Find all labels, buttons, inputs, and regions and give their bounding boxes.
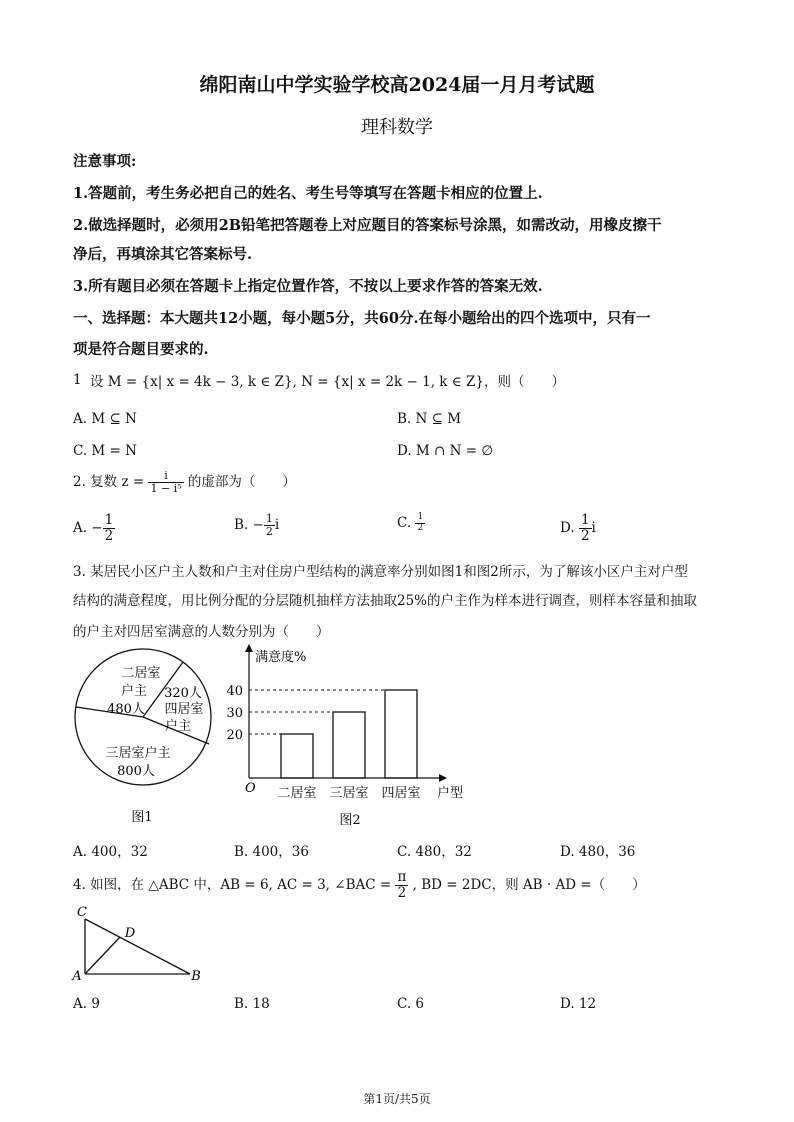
q1-stem: 设 M = {x| x = 4k − 3, k ∈ Z}, N = {x| x = 2k − 1, k ∈ Z}，则（ ） bbox=[90, 374, 566, 390]
segment-ad bbox=[85, 937, 120, 974]
q2-fraction-num: i bbox=[148, 470, 183, 483]
q2-option-d-frac bbox=[579, 513, 592, 544]
q2-option-b bbox=[234, 513, 279, 538]
q1-option-c: C. M = N bbox=[73, 443, 137, 459]
q3-option-b: B. 400，36 bbox=[234, 844, 309, 860]
q3-stem-line3: 的户主对四居室满意的人数分别为（ ） bbox=[73, 624, 330, 640]
q4-fraction-den: 2 bbox=[397, 884, 407, 901]
q4-fraction-num: π bbox=[397, 869, 407, 885]
q2-option-b-den: 2 bbox=[265, 525, 273, 539]
x-tick-label: 二居室 bbox=[277, 786, 317, 801]
vertex-a-label: A bbox=[72, 969, 82, 984]
q4-text-a: 4. 如图，在 △ABC 中，AB = 6, AC = 3, ∠BAC = bbox=[73, 876, 392, 893]
q2-option-d bbox=[560, 513, 596, 544]
y-tick-label: 40 bbox=[226, 684, 243, 699]
q2-option-b-frac bbox=[264, 513, 275, 538]
q3-stem-line2: 结构的满意程度，用比例分配的分层随机抽样方法抽取25%的户主作为样本进行调查，则样本容量和抽取 bbox=[73, 593, 698, 609]
q2-option-d-label: D. bbox=[560, 519, 575, 536]
q4-text-b: , BD = 2DC，则 AB · AD =（ ） bbox=[412, 876, 646, 893]
pie-label-two-room-2: 户主 bbox=[120, 684, 148, 699]
pie-label-four-room-2: 四居室 bbox=[164, 702, 204, 717]
q4-option-c: C. 6 bbox=[397, 996, 425, 1012]
q4-option-d: D. 12 bbox=[560, 996, 597, 1012]
q1-number: 1 bbox=[73, 372, 82, 388]
q4-option-a: A. 9 bbox=[73, 996, 100, 1012]
q3-option-c: C. 480，32 bbox=[397, 844, 472, 860]
section-heading-cont: 项是符合题目要求的. bbox=[73, 341, 209, 358]
notice-item-2-cont: 净后，再填涂其它答案标号. bbox=[73, 246, 253, 263]
q4-stem bbox=[73, 870, 646, 901]
q2-option-c bbox=[397, 513, 425, 534]
origin-label: O bbox=[245, 781, 256, 796]
q2-option-c-num: 1 bbox=[417, 512, 424, 522]
q2-stem bbox=[73, 470, 296, 495]
x-tick-label: 三居室 bbox=[329, 786, 369, 801]
q2-option-a-sign: − bbox=[91, 519, 103, 536]
q1-option-b: B. N ⊆ M bbox=[397, 411, 462, 427]
q2-option-b-unit: i bbox=[274, 517, 280, 534]
pie-label-two-room-3: 480人 bbox=[107, 702, 145, 717]
q2-fraction-den: 1 − i⁵ bbox=[150, 482, 182, 496]
pie-label-two-room-1: 二居室 bbox=[121, 666, 161, 681]
q2-option-d-unit: i bbox=[591, 519, 596, 536]
bar-3 bbox=[385, 690, 417, 778]
notice-item-1: 1.答题前，考生务必把自己的姓名、考生号等填写在答题卡相应的位置上. bbox=[73, 185, 543, 202]
q2-option-d-den: 2 bbox=[580, 527, 590, 544]
x-axis-arrow bbox=[439, 774, 447, 782]
q2-option-a-num: 1 bbox=[104, 512, 114, 528]
pie-label-three-room-2: 800人 bbox=[117, 764, 155, 779]
pie-caption: 图1 bbox=[131, 810, 153, 825]
q2-prefix: 2. 复数 z = bbox=[73, 474, 145, 491]
x-axis-label: 户型 bbox=[437, 786, 464, 801]
q2-option-a bbox=[73, 513, 115, 544]
q2-option-b-num: 1 bbox=[265, 512, 273, 525]
q4-fraction bbox=[395, 870, 408, 901]
point-d-label: D bbox=[124, 926, 136, 941]
q2-option-b-sign: − bbox=[252, 517, 264, 534]
y-tick-label: 30 bbox=[226, 706, 243, 721]
pie-label-four-room-3: 户主 bbox=[164, 719, 192, 734]
side-bc bbox=[85, 919, 190, 974]
q3-option-a: A. 400，32 bbox=[73, 844, 148, 860]
q2-option-c-label: C. bbox=[397, 514, 412, 531]
q2-option-c-den: 2 bbox=[417, 522, 424, 533]
x-tick-label: 四居室 bbox=[381, 786, 421, 801]
page-subtitle: 理科数学 bbox=[361, 117, 433, 138]
bar-1 bbox=[281, 734, 313, 778]
bar-2 bbox=[333, 712, 365, 778]
triangle-figure bbox=[70, 902, 210, 987]
bar-chart-caption: 图2 bbox=[339, 813, 361, 828]
notice-heading: 注意事项: bbox=[73, 153, 137, 170]
y-axis-label: 满意度% bbox=[255, 650, 307, 665]
page-footer: 第1页/共5页 bbox=[363, 1092, 431, 1106]
q2-option-a-den: 2 bbox=[104, 527, 114, 544]
section-heading: 一、选择题：本大题共12小题，每小题5分，共60分.在每小题给出的四个选项中，只有一 bbox=[73, 310, 651, 327]
y-tick-label: 20 bbox=[226, 728, 243, 743]
page-title: 绵阳南山中学实验学校高2024届一月月考试题 bbox=[199, 74, 595, 96]
pie-label-four-room-1: 320人 bbox=[164, 686, 202, 701]
q2-fraction bbox=[148, 470, 183, 495]
q4-option-b: B. 18 bbox=[234, 996, 270, 1012]
q2-option-c-frac bbox=[415, 513, 425, 534]
q1-option-a: A. M ⊆ N bbox=[73, 411, 137, 427]
q3-option-d: D. 480，36 bbox=[560, 844, 636, 860]
bar-chart bbox=[225, 640, 485, 830]
vertex-b-label: B bbox=[191, 969, 201, 984]
q2-option-b-label: B. bbox=[234, 517, 249, 534]
q1-option-d: D. M ∩ N = ∅ bbox=[397, 443, 494, 459]
notice-item-3: 3.所有题目必须在答题卡上指定位置作答，不按以上要求作答的答案无效. bbox=[73, 278, 543, 295]
vertex-c-label: C bbox=[77, 905, 87, 920]
y-axis-arrow bbox=[245, 644, 253, 652]
q2-suffix: 的虚部为（ ） bbox=[187, 474, 296, 491]
notice-item-2: 2.做选择题时，必须用2B铅笔把答题卷上对应题目的答案标号涂黑，如需改动，用橡皮擦干 bbox=[73, 217, 662, 234]
q2-option-a-frac bbox=[103, 513, 116, 544]
pie-figure bbox=[60, 645, 220, 830]
q2-option-a-label: A. bbox=[73, 519, 88, 536]
pie-label-three-room-1: 三居室户主 bbox=[105, 746, 171, 761]
q3-stem-line1: 3. 某居民小区户主人数和户主对住房户型结构的满意率分别如图1和图2所示，为了解该小区户主对户型 bbox=[73, 564, 688, 580]
q2-option-d-num: 1 bbox=[580, 512, 590, 528]
